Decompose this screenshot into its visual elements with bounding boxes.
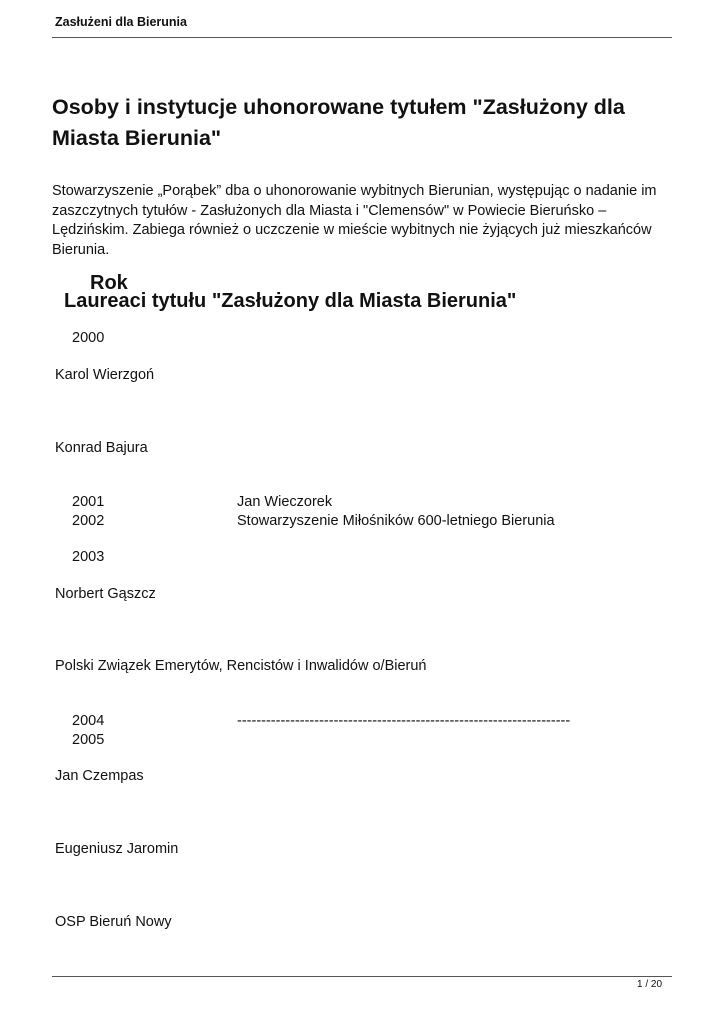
intro-line: Stowarzyszenie „Porąbek” dba o uhonorowanie wybitnych Bierunian, występując o nadanie im [52, 183, 657, 199]
year-cell: 2005 [72, 732, 105, 748]
page-title: Osoby i instytucje uhonorowane tytułem "Zasłużony dla Miasta Bierunia" [52, 95, 625, 150]
intro-line: Lędzińskim. Zabiega również o uczczenie w mieście wybitnych nie żyjących już mieszkańców [52, 222, 652, 238]
laureate-cell: Eugeniusz Jaromin [55, 841, 179, 857]
intro-paragraph [52, 182, 677, 260]
column-header-year: Rok [90, 272, 128, 294]
laureate-cell: Norbert Gąszcz [55, 586, 156, 602]
year-cell: 2003 [72, 549, 105, 565]
running-header: Zasłużeni dla Bierunia [55, 15, 187, 29]
empty-laureate-dashes: --------------------------------------------------------------------- [237, 713, 571, 729]
year-cell: 2000 [72, 330, 105, 346]
footer-rule [52, 976, 672, 977]
column-header-laureates: Laureaci tytułu "Zasłużony dla Miasta Bierunia" [64, 290, 517, 312]
page-number: 1 / 20 [637, 979, 663, 990]
year-cell: 2004 [72, 713, 105, 729]
laureate-cell: OSP Bieruń Nowy [55, 914, 172, 930]
year-cell: 2002 [72, 513, 105, 529]
laureate-cell: Konrad Bajura [55, 440, 148, 456]
laureate-cell: Jan Czempas [55, 768, 144, 784]
laureate-cell: Karol Wierzgoń [55, 367, 155, 383]
laureate-cell: Polski Związek Emerytów, Rencistów i Inwalidów o/Bieruń [55, 658, 427, 674]
intro-line: Bierunia. [52, 241, 110, 258]
laureate-cell: Stowarzyszenie Miłośników 600-letniego Bierunia [237, 513, 555, 529]
year-cell: 2001 [72, 494, 105, 510]
intro-line: zaszczytnych tytułów - Zasłużonych dla Miasta i "Clemensów" w Powiecie Bieruńsko – [52, 202, 607, 219]
laureate-cell: Jan Wieczorek [237, 494, 333, 510]
header-rule [52, 37, 672, 38]
